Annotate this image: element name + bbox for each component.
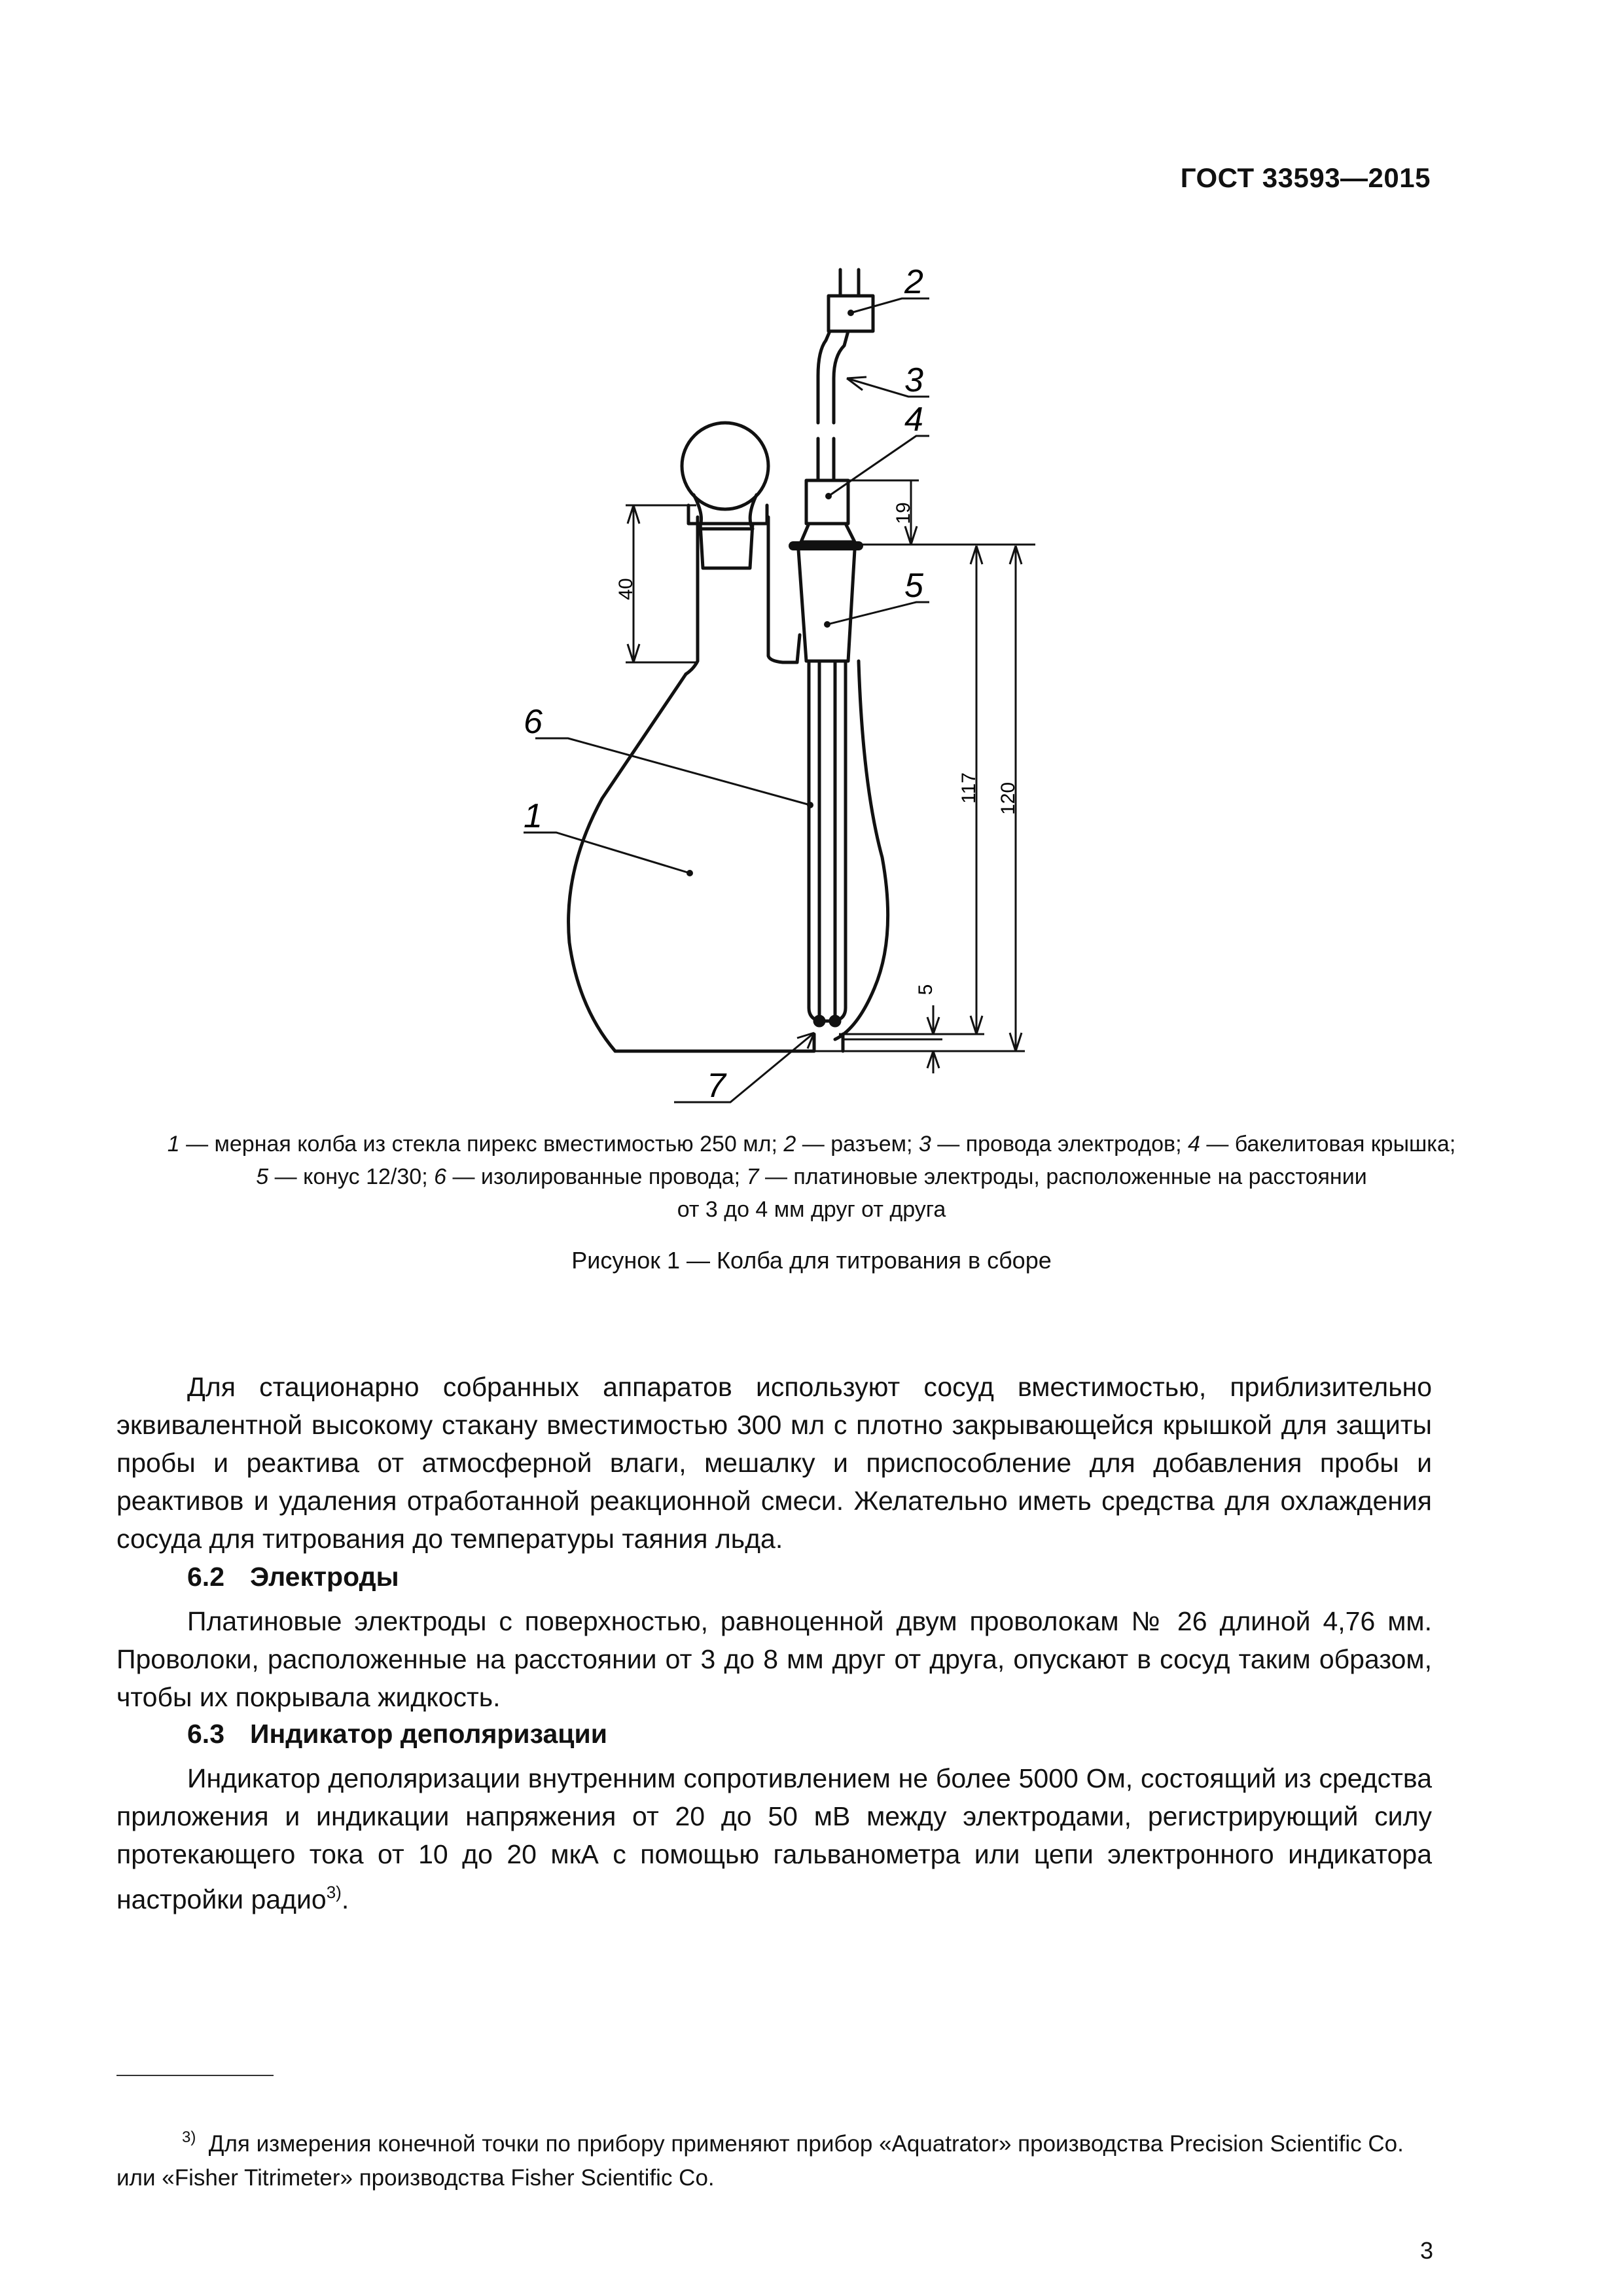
leader-5-dot (824, 621, 830, 628)
titration-flask-figure (0, 0, 1623, 1126)
figure-legend-line-3: от 3 до 4 мм друг от друга (677, 1197, 946, 1222)
paragraph-depolarization-indicator: Индикатор деполяризации внутренним сопротивлением не более 5000 Ом, состоящий из средства приложения и индикации напряжения от 20 до 50 мВ между электродами, регистрирующий силу протекающего тока от 10 до 20 мкА с помощью гальванометра или цепи электронного индикатора настройки радио$^{3)}$. (116, 1763, 1432, 1914)
flask-neck-left (686, 517, 698, 674)
dim-117-label: 117 (958, 772, 980, 804)
flask-body-left (569, 674, 686, 1051)
leader-2-dot (847, 310, 854, 316)
leader-7 (674, 1033, 814, 1102)
leader-5 (827, 602, 929, 624)
leader-1-dot (687, 870, 693, 876)
cap-taper (801, 524, 855, 542)
flask-side-arm (768, 635, 800, 662)
label-5: 5 (904, 567, 923, 605)
label-4: 4 (904, 401, 923, 439)
label-3: 3 (904, 361, 923, 399)
paragraph-apparatus: Для стационарно собранных аппаратов используют сосуд вместимостью, приблизительно эквивалентной высокому стакану вместимостью 300 мл с плотно закрывающейся крышкой для защиты пробы и реактива от атмосферной влаги, мешалку и приспособление для добавления пробы и реактивов и удаления отработанной реакционной смеси. Желательно иметь средства для охлаждения сосуда для титрования до температуры таяния льда. (116, 1372, 1432, 1554)
dim-40-label: 40 (615, 578, 637, 600)
figure-title: Рисунок 1 — Колба для титрования в сборе (571, 1247, 1052, 1274)
footnote-reference: 3) (326, 1882, 342, 1902)
plug-pins (840, 270, 859, 296)
figure-legend-line-1: 1 — мерная колба из стекла пирекс вместимостью 250 мл; 2 — разъем; 3 — провода электродов; 4 — бакелитовая крышка; (167, 1132, 1456, 1157)
electrode-junction-b (830, 1016, 840, 1026)
electrode-junction-a (815, 1016, 824, 1026)
document-code-header: ГОСТ 33593—2015 (1180, 162, 1431, 193)
footnote: $^{3)}$ Для измерения конечной точки по прибору применяют прибор «Aquatrator» производства Precision Scientific Co. или «Fisher Titrimeter» производства Fisher Scientific Co. (116, 2128, 1404, 2191)
footnote-marker: 3) (182, 2128, 196, 2146)
label-1: 1 (524, 797, 543, 835)
leader-6 (535, 738, 810, 805)
label-6: 6 (524, 703, 543, 741)
cable-left (818, 331, 830, 480)
leader-6-dot (807, 802, 813, 808)
figure-legend-line-2: 5 — конус 12/30; 6 — изолированные провода; 7 — платиновые электроды, расположенные на расстоянии (256, 1164, 1367, 1189)
dim-19-label: 19 (893, 502, 914, 524)
section-heading-6-3: 6.3 Индикатор деполяризации (187, 1719, 607, 1749)
page-number: 3 (1419, 2237, 1433, 2264)
dim19-line (848, 480, 1035, 545)
label-7: 7 (707, 1067, 726, 1105)
section-heading-6-2: 6.2 Электроды (187, 1562, 399, 1592)
cone-5 (798, 550, 855, 661)
leader-4 (829, 436, 929, 496)
electrode-tube-outer (809, 661, 846, 1021)
footnote-divider (116, 2075, 274, 2076)
cable-right (834, 331, 848, 480)
leader-1 (524, 833, 690, 873)
flask-body-right (835, 661, 888, 1039)
paragraph-electrodes: Платиновые электроды с поверхностью, равноценной двум проволокам № 26 длиной 4,76 мм. Проволоки, расположенные на расстоянии от 3 до 8 мм друг от друга, опускают в сосуд таким образом, чтобы их покрывала жидкость. (116, 1606, 1432, 1712)
dim-5-label: 5 (915, 984, 936, 996)
dim-120-label: 120 (997, 781, 1019, 816)
label-2: 2 (904, 263, 923, 301)
leader-4-dot (825, 493, 832, 499)
